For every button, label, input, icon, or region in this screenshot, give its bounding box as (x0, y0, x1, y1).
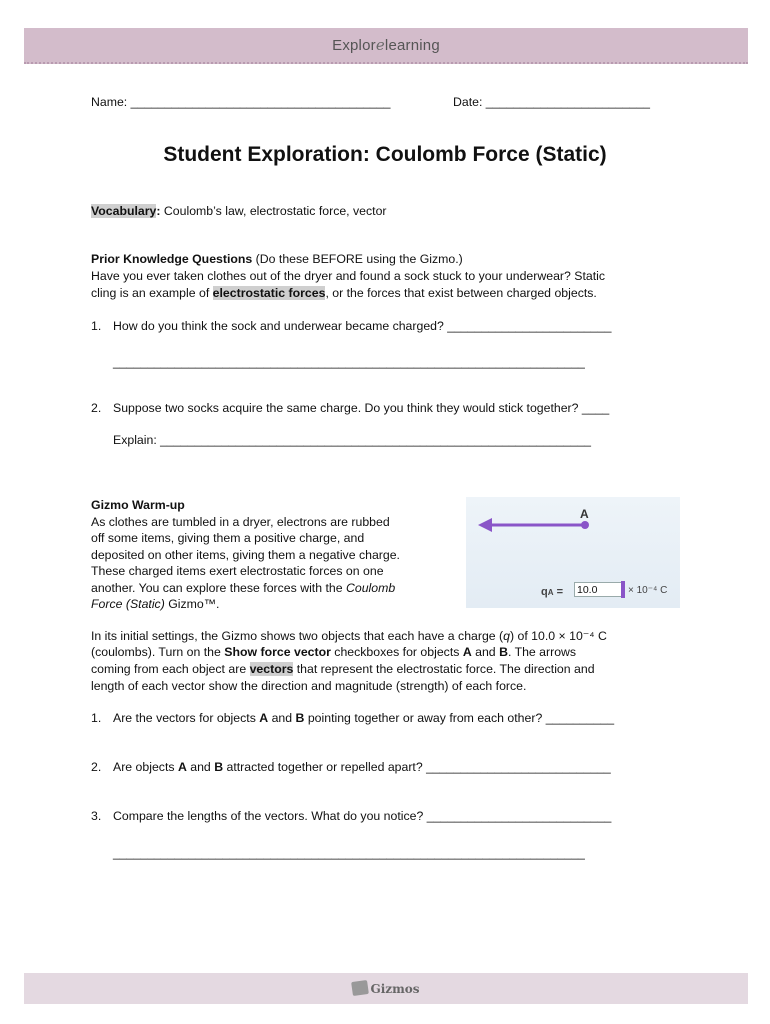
warmup-line-1: As clothes are tumbled in a dryer, electrons are rubbed (91, 515, 390, 529)
name-field: Name: ______________________________________ (91, 95, 391, 109)
vocabulary-line: Vocabulary: Coulomb’s law, electrostatic force, vector (91, 204, 387, 218)
explorelearning-logo: Explorelearning (332, 36, 440, 54)
warmup-line-4: These charged items exert electrostatic forces on one (91, 564, 384, 578)
initial-line-4: length of each vector show the direction and magnitude (strength) of each force. (91, 679, 527, 693)
warmup-line-3: deposited on other items, giving them a negative charge. (91, 548, 400, 562)
footer-band (24, 973, 748, 1004)
gizmo-screenshot-figure (466, 497, 680, 608)
prior-text-line-2: cling is an example of electrostatic forces, or the forces that exist between charged objects. (91, 286, 597, 300)
warmup-line-2: off some items, giving them a positive charge, and (91, 531, 365, 545)
warmup-question-3: 3. Compare the lengths of the vectors. What do you notice? ___________________________ (91, 809, 612, 823)
arrowhead-icon (478, 518, 492, 532)
vectors-term: vectors (249, 662, 294, 676)
header-band (24, 28, 748, 64)
charge-label: qA = (541, 586, 564, 598)
prior-question-2-explain-line: Explain: _______________________________________________________________ (113, 433, 592, 447)
warmup-question-1: 1. Are the vectors for objects A and B pointing together or away from each other? __________ (91, 711, 615, 725)
date-field: Date: ________________________ (453, 95, 650, 109)
warmup-line-6: Force (Static) Gizmo™. (91, 597, 220, 611)
warmup-line-5: another. You can explore these forces with the Coulomb (91, 581, 396, 595)
gizmos-mark-icon (352, 980, 370, 996)
electrostatic-forces-term: electrostatic forces (212, 286, 326, 300)
prior-question-2: 2. Suppose two socks acquire the same charge. Do you think they would stick together? ____ (91, 401, 610, 415)
initial-line-1: In its initial settings, the Gizmo shows two objects that each have a charge (q) of 10.0 × 10⁻⁴ C (91, 629, 607, 643)
warmup-question-3-answer-line: _____________________________________________________________________ (113, 846, 585, 860)
charge-slider-handle[interactable] (621, 581, 625, 598)
page-title: Student Exploration: Coulomb Force (Static) (163, 143, 607, 166)
prior-question-1: 1. How do you think the sock and underwear became charged? ________________________ (91, 319, 612, 333)
charge-input[interactable]: 10.0 (574, 582, 622, 597)
object-a-label: A (580, 507, 589, 521)
warmup-question-2: 2. Are objects A and B attracted together or repelled apart? ___________________________ (91, 760, 611, 774)
prior-knowledge-heading: Prior Knowledge Questions (Do these BEFORE using the Gizmo.) (91, 252, 463, 266)
initial-line-3: coming from each object are vectors that represent the electrostatic force. The direction and (91, 662, 595, 676)
gizmo-warmup-heading: Gizmo Warm-up (91, 498, 185, 512)
vocabulary-label: Vocabulary (91, 204, 157, 218)
prior-text-line-1: Have you ever taken clothes out of the dryer and found a sock stuck to your underwear? Static (91, 269, 606, 283)
vocabulary-terms: Coulomb’s law, electrostatic force, vector (163, 204, 387, 218)
object-a-marker (581, 521, 589, 529)
initial-line-2: (coulombs). Turn on the Show force vector checkboxes for objects A and B. The arrows (91, 645, 577, 659)
charge-unit: × 10⁻⁴ C (628, 585, 668, 596)
gizmos-logo: Gizmos (24, 981, 748, 996)
prior-question-1-answer-line: _____________________________________________________________________ (113, 355, 585, 369)
